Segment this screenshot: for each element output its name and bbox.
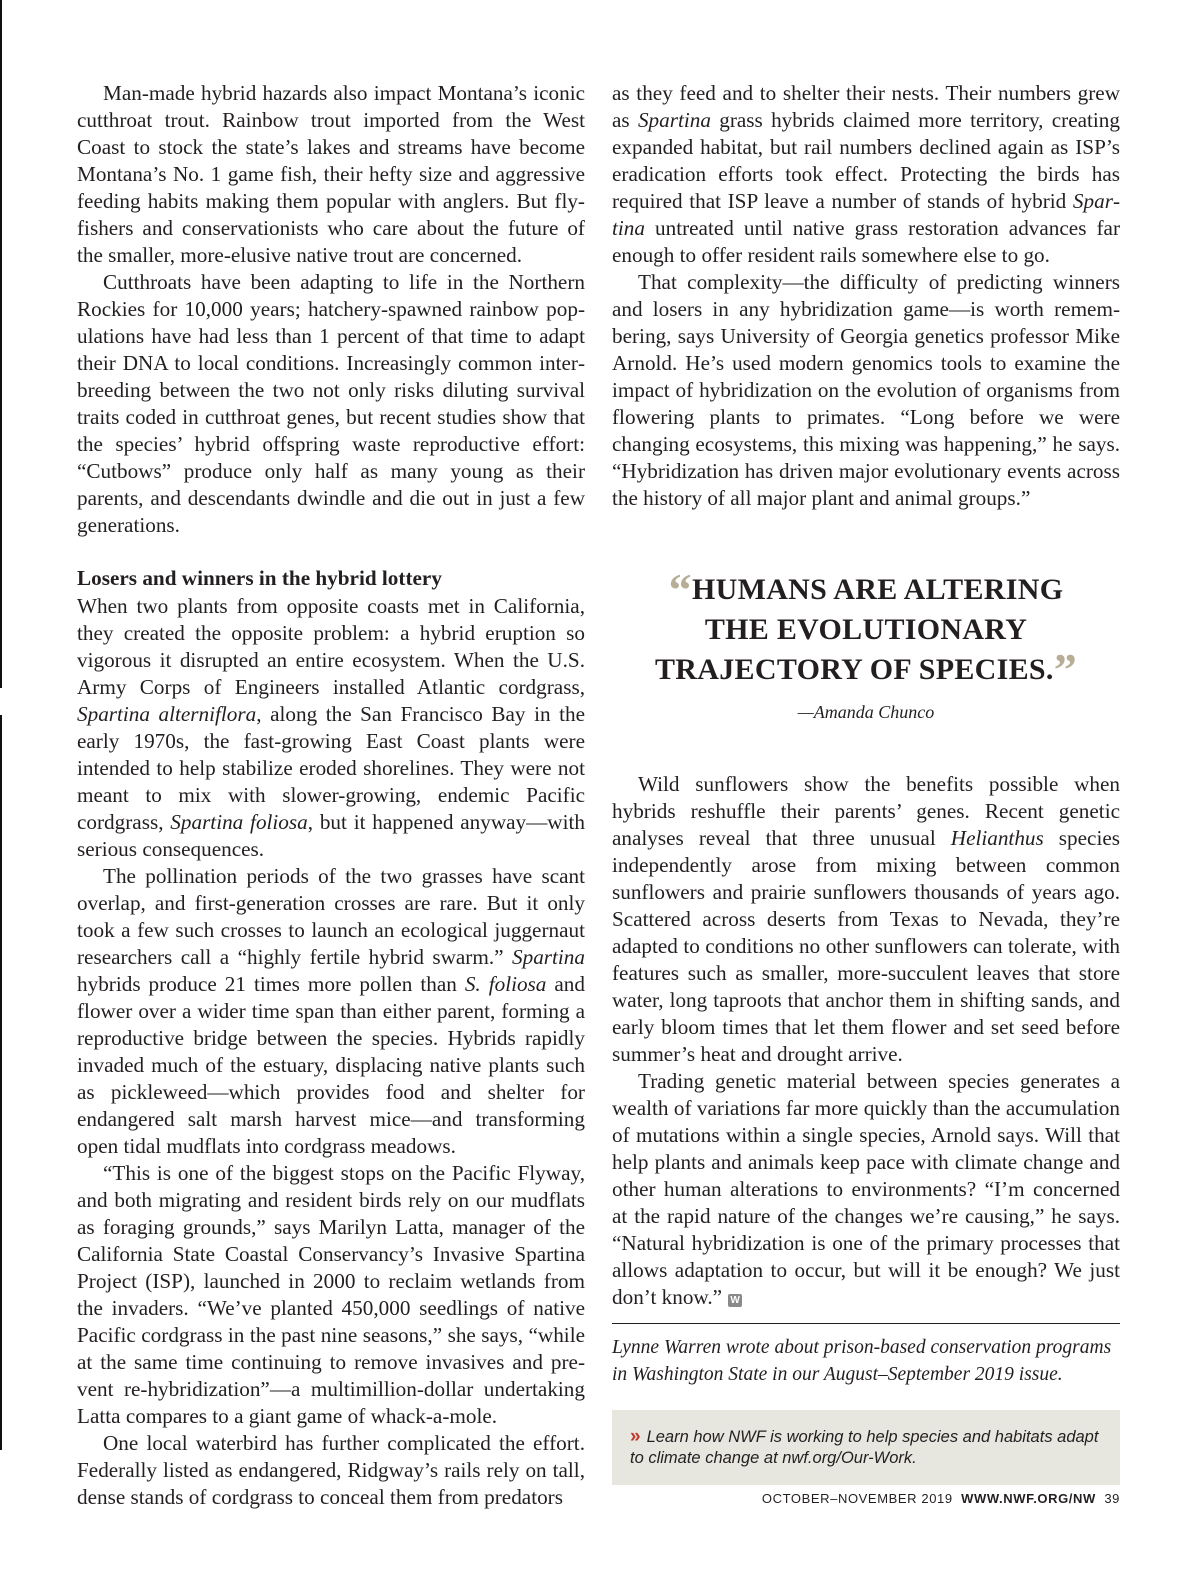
pull-quote-line: TRAJECTORY OF SPECIES.	[655, 653, 1054, 686]
paragraph: Wild sunflowers show the benefits possible when hybrids reshuffle their parents’ genes. Recent genetic analyses reveal that three unusual Helianthus species independently arose from mixing between common sunflowers and prairie sunflowers thousands of years ago. Scattered across deserts from Texas to Nevada, they’re adapted to conditions no other sunflowers can tolerate, with features such as smaller, more-succulent leaves that store water, long taproots that anchor them in shifting sands, and early bloom times that let them flower and set seed before summer’s heat and drought arrive.	[612, 772, 1120, 1066]
issue-date: OCTOBER–NOVEMBER 2019	[761, 1491, 953, 1506]
chevron-right-icon: »	[630, 1426, 641, 1447]
open-quote-mark: “	[668, 564, 692, 615]
page-number: 39	[1104, 1491, 1120, 1506]
site-link[interactable]: WWW.NWF.ORG/NW	[961, 1491, 1096, 1506]
left-column	[77, 80, 585, 1511]
paragraph: When two plants from opposite coasts met in California, they created the opposite problem: a hybrid eruption so vigorous it disrupted an entire ecosystem. When the U.S. Army Corps of Engineers installed Atlantic cordgrass, Spartina alterniflora, along the San Francisco Bay in the early 1970s, the fast-growing East Coast plants were intended to help stabilize eroded shorelines. They were not meant to mix with slower-growing, endemic Pacific cordgrass, Spartina foliosa, but it happened anyway—with serious consequences.	[77, 594, 585, 861]
page-footer	[762, 1491, 1120, 1506]
paragraph: as they feed and to shelter their nests. Their numbers grew as Spartina grass hybrids claimed more territory, creating expanded habitat, but rail numbers declined again as ISP’s eradication efforts took effect. Protecting the birds has required that ISP leave a number of stands of hybrid Spartina untreated until native grass restoration advances far enough to offer resident rails somewhere else to go.	[612, 81, 1120, 267]
section-heading: Losers and winners in the hybrid lottery	[77, 566, 442, 590]
paragraph: One local waterbird has further complicated the effort. Federally listed as endangered, Ridgway’s rails rely on tall, dense stands of cordgrass to conceal them from predators	[77, 1431, 585, 1509]
end-mark-icon: W	[728, 1294, 742, 1307]
callout-text: Learn how NWF is working to help species and habitats adapt to climate change at nwf.org/Our-Work.	[630, 1428, 1099, 1467]
paragraph: Trading genetic material between species generates a wealth of variations far more quickly than the accumulation of mutations within a single species, Arnold says. Will that help plants and animals keep pace with climate change and other human alterations to environments? “I’m concerned at the rapid nature of the changes we’re causing,” he says. “Natural hybridization is one of the primary processes that allows adaptation to occur, but will it be enough? We just don’t know.” W	[612, 1069, 1120, 1309]
pull-quote-line: THE EVOLUTIONARY	[704, 613, 1028, 646]
paragraph: That complexity—the difficulty of predicting winners and losers in any hybridization game—is worth remembering, says University of Georgia genetics professor Mike Arnold. He’s used modern genomics tools to examine the impact of hybridization on the evolution of organisms from flowering plants to primates. “Long before we were changing ecosystems, this mixing was happening,” he says. “Hybridization has driven major evolutionary events across the history of all major plant and animal groups.”	[612, 270, 1120, 510]
paragraph: Man-made hybrid hazards also impact Montana’s iconic cutthroat trout. Rainbow trout imported from the West Coast to stock the state’s lakes and streams have become Montana’s No. 1 game fish, their hefty size and aggressive feeding habits making them popular with anglers. But fly-fishers and conservationists who care about the future of the smaller, more-elusive native trout are concerned.	[77, 81, 585, 267]
callout-box[interactable]	[612, 1410, 1120, 1485]
paragraph: Cutthroats have been adapting to life in the Northern Rockies for 10,000 years; hatchery-spawned rainbow populations have had less than 1 percent of that time to adapt their DNA to local conditions. Increasingly common interbreeding between the two not only risks diluting survival traits coded in cutthroat genes, but recent studies show that the species’ hybrid offspring waste reproductive effort: “Cutbows” produce only half as many young as their parents, and descendants dwindle and die out in just a few generations.	[77, 270, 585, 537]
pull-quote-attribution: —Amanda Chunco	[797, 702, 935, 722]
pull-quote	[612, 564, 1120, 695]
paragraph: The pollination periods of the two grasses have scant overlap, and first-generation crosses are rare. But it only took a few such crosses to launch an ecological juggernaut researchers call a “highly fertile hybrid swarm.” Spartina hybrids produce 21 times more pollen than S. foliosa and flower over a wider time span than either parent, forming a reproductive bridge between the species. Hybrids rapidly invaded much of the estuary, displacing native plants such as pickleweed—which provides food and shelter for endangered salt marsh harvest mice—and transforming open tidal mudflats into cordgrass meadows.	[77, 864, 585, 1158]
page-edge-mark	[0, 0, 2, 688]
pull-quote-line: HUMANS ARE ALTERING	[691, 573, 1064, 606]
author-bio: Lynne Warren wrote about prison-based conservation programs in Washington State in our August–September 2019 issue.	[612, 1337, 1112, 1385]
page-edge-mark	[0, 715, 2, 1450]
close-quote-mark: ”	[1053, 644, 1077, 695]
right-column	[612, 80, 1120, 1485]
paragraph: “This is one of the biggest stops on the Pacific Flyway, and both migrating and resident birds rely on our mudflats as foraging grounds,” says Marilyn Latta, manager of the California State Coastal Conservancy’s Invasive Spartina Project (ISP), launched in 2000 to reclaim wetlands from the invaders. “We’ve planted 450,000 seedlings of native Pacific cordgrass in the past nine seasons,” she says, “while at the same time continuing to remove invasives and prevent re-hybridization”—a multimillion-dollar undertaking Latta compares to a giant game of whack-a-mole.	[77, 1161, 585, 1428]
divider	[612, 1323, 1120, 1324]
